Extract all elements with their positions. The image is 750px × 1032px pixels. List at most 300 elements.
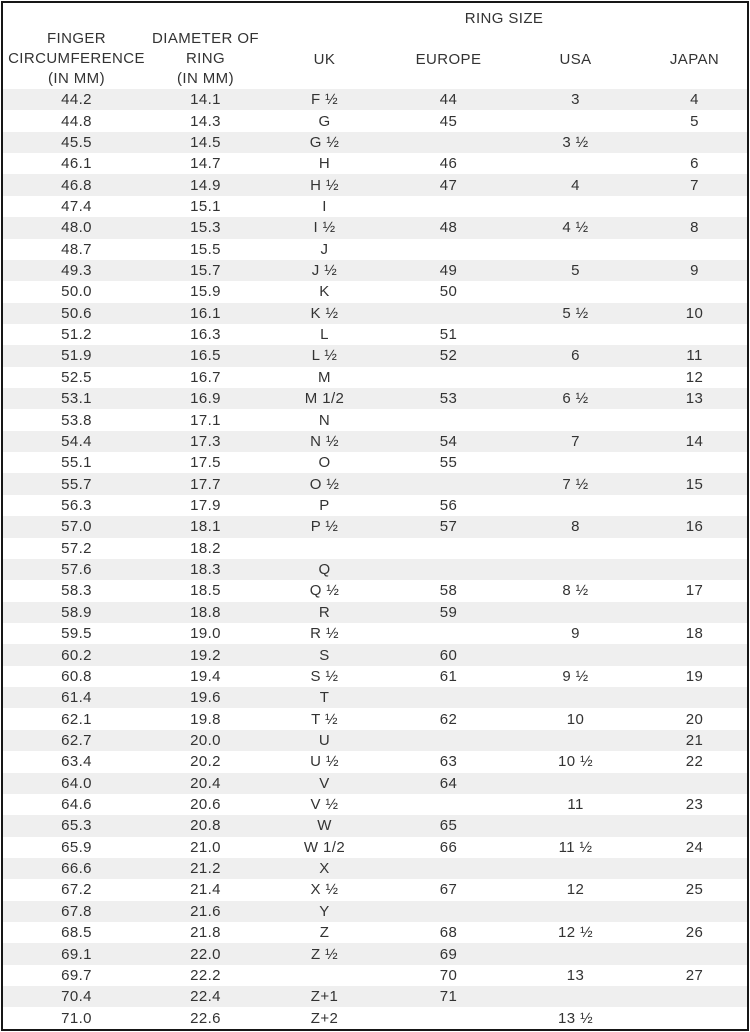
cell: 47.4 [61, 197, 92, 215]
cell: 7 [690, 176, 699, 194]
cell: Q ½ [309, 582, 340, 600]
table-row [3, 431, 747, 452]
cell: X [319, 860, 330, 878]
cell: 46 [439, 155, 458, 173]
cell [388, 623, 509, 644]
ring-size-table [3, 3, 747, 1029]
cell: V ½ [310, 796, 339, 814]
cell [388, 473, 509, 494]
header-line: CIRCUMFERENCE [8, 50, 145, 67]
cell: 57.0 [61, 518, 92, 536]
col-header-usa: USA [559, 50, 592, 68]
cell: 58 [439, 582, 458, 600]
cell: 6 [690, 155, 699, 173]
cell: 17.9 [190, 497, 221, 514]
cell: 19.6 [190, 689, 221, 707]
cell [509, 943, 642, 964]
cell: 54.4 [61, 432, 92, 450]
cell: J ½ [311, 262, 338, 280]
cell: Z ½ [310, 945, 339, 963]
cell: 15.7 [190, 262, 221, 280]
cell: O [318, 454, 331, 472]
col-header-finger-circumference [3, 29, 150, 89]
cell: R [318, 603, 331, 621]
cell: 10 ½ [558, 753, 593, 771]
cell [388, 901, 509, 922]
cell: 9 [690, 262, 699, 280]
cell: 70 [439, 966, 458, 984]
cell: 66 [439, 838, 458, 856]
cell [388, 559, 509, 580]
header-line: DIAMETER OF [152, 30, 259, 47]
cell: 60.2 [61, 646, 92, 664]
table-row [3, 409, 747, 430]
cell: 53 [439, 390, 458, 408]
cell: 14.9 [190, 176, 221, 194]
cell [642, 901, 747, 922]
cell [509, 495, 642, 516]
table-row [3, 495, 747, 516]
cell: 17.1 [190, 411, 221, 429]
cell: 23 [685, 796, 704, 814]
cell: S ½ [310, 667, 339, 685]
cell: 14.7 [190, 155, 221, 173]
cell: 51 [439, 326, 458, 344]
table-body [3, 89, 747, 1029]
cell: 64.6 [61, 796, 92, 814]
table-row [3, 666, 747, 687]
cell: 51.2 [61, 326, 92, 344]
cell: 53.8 [61, 411, 92, 429]
table-row [3, 345, 747, 366]
cell [509, 730, 642, 751]
cell: 62 [439, 710, 458, 728]
cell: 10 [566, 710, 585, 728]
cell: 16 [685, 518, 704, 536]
table-row [3, 858, 747, 879]
table-row [3, 708, 747, 729]
table-row [3, 751, 747, 772]
cell: Q [318, 561, 331, 579]
cell [642, 815, 747, 836]
cell: 15.5 [190, 240, 221, 258]
cell [509, 196, 642, 217]
cell: 7 [571, 432, 580, 450]
cell: 65.3 [61, 817, 92, 835]
cell: 44 [439, 91, 458, 109]
cell [388, 730, 509, 751]
cell: M 1/2 [304, 390, 345, 408]
cell: 45.5 [61, 133, 92, 151]
cell: 18.1 [190, 518, 221, 536]
cell: 14.1 [190, 91, 221, 109]
cell: 44.8 [61, 112, 92, 130]
cell: 67.2 [61, 881, 92, 899]
table-row [3, 730, 747, 751]
cell: T ½ [311, 710, 338, 728]
cell: 20.4 [190, 774, 221, 792]
table-row [3, 388, 747, 409]
cell: 20 [685, 710, 704, 728]
cell: 22.2 [190, 966, 221, 984]
cell: 18.5 [190, 582, 221, 600]
table-row [3, 837, 747, 858]
cell [642, 687, 747, 708]
cell: 69 [439, 945, 458, 963]
cell: 58.9 [61, 603, 92, 621]
cell: G ½ [309, 133, 340, 151]
cell: 11 ½ [558, 838, 593, 856]
table-row [3, 922, 747, 943]
cell [509, 773, 642, 794]
cell [509, 239, 642, 260]
table-row [3, 281, 747, 302]
cell: T [319, 689, 330, 707]
cell: 50.0 [61, 283, 92, 301]
cell: 16.9 [190, 390, 221, 408]
cell: 12 ½ [558, 924, 593, 942]
table-row [3, 367, 747, 388]
cell [642, 943, 747, 964]
cell [509, 110, 642, 131]
cell: 21.2 [190, 860, 221, 878]
cell: 14.5 [190, 133, 221, 151]
cell: 68 [439, 924, 458, 942]
table-row [3, 580, 747, 601]
cell: 64.0 [61, 774, 92, 792]
cell [388, 303, 509, 324]
ring-size-chart [1, 1, 749, 1031]
cell: K [319, 283, 330, 301]
cell: 24 [685, 838, 704, 856]
cell: 53.1 [61, 390, 92, 408]
cell: 12 [566, 881, 585, 899]
cell: 69.1 [61, 945, 92, 963]
table-header [3, 3, 747, 89]
cell [642, 239, 747, 260]
cell: W [317, 817, 332, 835]
table-row [3, 239, 747, 260]
cell: 17.5 [190, 454, 221, 472]
cell: 21.0 [190, 838, 221, 856]
cell [642, 559, 747, 580]
cell: 20.0 [190, 731, 221, 749]
cell: X ½ [310, 881, 339, 899]
cell: 71 [439, 988, 458, 1006]
cell: 19.8 [190, 710, 221, 728]
cell: 60.8 [61, 667, 92, 685]
cell [642, 196, 747, 217]
cell: L ½ [311, 347, 338, 365]
cell [642, 452, 747, 473]
col-header-europe: EUROPE [415, 50, 482, 68]
cell: 22.0 [190, 945, 221, 963]
cell [509, 559, 642, 580]
cell [388, 794, 509, 815]
cell [388, 132, 509, 153]
cell: 50 [439, 283, 458, 301]
cell: 67 [439, 881, 458, 899]
cell [509, 644, 642, 665]
cell: 54 [439, 432, 458, 450]
table-row [3, 644, 747, 665]
cell: V [319, 774, 330, 792]
cell: 8 [571, 518, 580, 536]
cell: 52.5 [61, 368, 92, 386]
cell: 18 [685, 625, 704, 643]
table-row [3, 1007, 747, 1029]
cell: 14.3 [190, 112, 221, 130]
cell: 48.0 [61, 219, 92, 237]
table-row [3, 559, 747, 580]
header-line: FINGER [46, 30, 107, 47]
cell: 4 [690, 91, 699, 109]
cell [642, 773, 747, 794]
cell: 16.3 [190, 326, 221, 344]
cell: 47 [439, 176, 458, 194]
spanner-spacer [3, 3, 261, 29]
cell [388, 239, 509, 260]
cell [642, 409, 747, 430]
cell: 70.4 [61, 988, 92, 1006]
cell: 22.4 [190, 988, 221, 1006]
table-row [3, 879, 747, 900]
cell: Z [319, 924, 330, 942]
cell [509, 986, 642, 1007]
spanner-row [3, 3, 747, 29]
cell: I [322, 197, 327, 215]
cell: H ½ [310, 176, 339, 194]
cell [509, 815, 642, 836]
cell: 50.6 [61, 304, 92, 322]
cell: 49 [439, 262, 458, 280]
col-header-uk: UK [313, 50, 336, 68]
cell: 20.8 [190, 817, 221, 835]
cell [642, 281, 747, 302]
cell [642, 858, 747, 879]
cell [642, 132, 747, 153]
col-header-diameter [150, 29, 261, 89]
cell [509, 858, 642, 879]
cell: W 1/2 [303, 838, 346, 856]
cell: 15 [685, 475, 704, 493]
cell: 56.3 [61, 497, 92, 514]
cell: 71.0 [61, 1009, 92, 1027]
cell: Z+1 [310, 988, 339, 1006]
cell: 11 [686, 347, 703, 365]
ring-size-title: RING SIZE [464, 10, 544, 27]
cell: 67.8 [61, 902, 92, 920]
cell [642, 644, 747, 665]
cell: 21.8 [190, 924, 221, 942]
cell: Y [319, 902, 330, 920]
cell: 60 [439, 646, 458, 664]
cell: 63 [439, 753, 458, 771]
cell: 57.2 [61, 539, 92, 557]
cell: 7 ½ [562, 475, 589, 493]
cell: 65.9 [61, 838, 92, 856]
cell: 3 [571, 91, 580, 109]
cell: 26 [685, 924, 704, 942]
cell: 18.8 [190, 603, 221, 621]
table-row [3, 815, 747, 836]
table-row [3, 473, 747, 494]
table-row [3, 602, 747, 623]
table-row [3, 153, 747, 174]
cell [642, 986, 747, 1007]
table-row [3, 901, 747, 922]
cell: F ½ [310, 91, 339, 109]
cell: O ½ [309, 475, 340, 493]
cell: 4 ½ [562, 219, 589, 237]
cell: 20.2 [190, 753, 221, 771]
cell: 11 [567, 796, 584, 814]
table-row [3, 538, 747, 559]
cell [642, 538, 747, 559]
table-row [3, 260, 747, 281]
cell [388, 367, 509, 388]
cell: 5 [571, 262, 580, 280]
cell: 5 [690, 112, 699, 130]
table-row [3, 324, 747, 345]
cell: 55.1 [61, 454, 92, 472]
cell [509, 687, 642, 708]
header-line: (IN MM) [177, 70, 234, 87]
cell: 19 [685, 667, 704, 685]
cell: 44.2 [61, 91, 92, 109]
cell: 9 [571, 625, 580, 643]
table-row [3, 773, 747, 794]
table-row [3, 452, 747, 473]
cell: 65 [439, 817, 458, 835]
cell: N [318, 411, 331, 429]
cell: 5 ½ [562, 304, 589, 322]
table-row [3, 217, 747, 238]
table-row [3, 196, 747, 217]
cell [642, 495, 747, 516]
cell: 4 [571, 176, 580, 194]
cell: 25 [685, 881, 704, 899]
cell: K ½ [310, 304, 339, 322]
cell [388, 858, 509, 879]
cell: 66.6 [61, 860, 92, 878]
cell: M [318, 368, 331, 386]
cell: 17 [685, 582, 704, 600]
cell [642, 324, 747, 345]
cell [509, 409, 642, 430]
cell: 15.9 [190, 283, 221, 301]
cell: R ½ [310, 625, 339, 643]
cell: 10 [685, 304, 704, 322]
table-row [3, 965, 747, 986]
cell: I ½ [313, 219, 336, 237]
cell: P ½ [310, 518, 339, 536]
cell: 62.1 [61, 710, 92, 728]
header-line: (IN MM) [48, 70, 105, 87]
cell [509, 538, 642, 559]
cell: 57.6 [61, 561, 92, 579]
cell: 20.6 [190, 796, 221, 814]
cell: 55.7 [61, 475, 92, 493]
cell: 18.3 [190, 561, 221, 579]
cell: 48.7 [61, 240, 92, 258]
cell: 61.4 [61, 689, 92, 707]
cell [642, 1007, 747, 1029]
cell: 45 [439, 112, 458, 130]
cell: 3 ½ [562, 133, 589, 151]
cell: 9 ½ [562, 667, 589, 685]
cell: 27 [685, 966, 704, 984]
cell: J [320, 240, 329, 258]
table-row [3, 943, 747, 964]
cell: U [318, 731, 331, 749]
cell: 17.3 [190, 432, 221, 450]
cell: 22.6 [190, 1009, 221, 1027]
cell: 58.3 [61, 582, 92, 600]
cell: U ½ [310, 753, 339, 771]
cell: H [318, 155, 331, 173]
cell: 59.5 [61, 625, 92, 643]
cell [509, 452, 642, 473]
cell: 56 [439, 497, 458, 514]
cell: 13 [685, 390, 704, 408]
cell [261, 965, 388, 986]
cell: 21 [685, 731, 704, 749]
cell: 18.2 [190, 539, 221, 557]
table-row [3, 623, 747, 644]
cell: N ½ [310, 432, 339, 450]
col-header-japan: JAPAN [669, 50, 720, 68]
column-header-row [3, 29, 747, 89]
cell: L [320, 326, 329, 344]
cell: 8 [690, 219, 699, 237]
cell [388, 538, 509, 559]
table-row [3, 174, 747, 195]
cell: 16.1 [190, 304, 221, 322]
cell: 63.4 [61, 753, 92, 771]
cell [509, 367, 642, 388]
cell: 46.8 [61, 176, 92, 194]
cell: 19.0 [190, 625, 221, 643]
cell: 52 [439, 347, 458, 365]
cell: 64 [439, 774, 458, 792]
cell [509, 324, 642, 345]
cell: 16.7 [190, 368, 221, 386]
cell [642, 602, 747, 623]
cell: 17.7 [190, 475, 221, 493]
header-line: RING [185, 50, 226, 67]
cell: 13 ½ [558, 1009, 593, 1027]
table-row [3, 132, 747, 153]
cell: 19.4 [190, 667, 221, 685]
cell: S [319, 646, 330, 664]
table-row [3, 794, 747, 815]
cell: 22 [685, 753, 704, 771]
cell: 55 [439, 454, 458, 472]
cell: 62.7 [61, 731, 92, 749]
cell: Z+2 [310, 1009, 339, 1027]
cell: 8 ½ [562, 582, 589, 600]
cell: 6 [571, 347, 580, 365]
cell: 61 [439, 667, 458, 685]
cell: G [318, 112, 331, 130]
cell: 21.6 [190, 902, 221, 920]
cell: 68.5 [61, 924, 92, 942]
cell [509, 602, 642, 623]
table-row [3, 89, 747, 110]
cell: 15.1 [190, 197, 221, 215]
cell: 69.7 [61, 966, 92, 984]
